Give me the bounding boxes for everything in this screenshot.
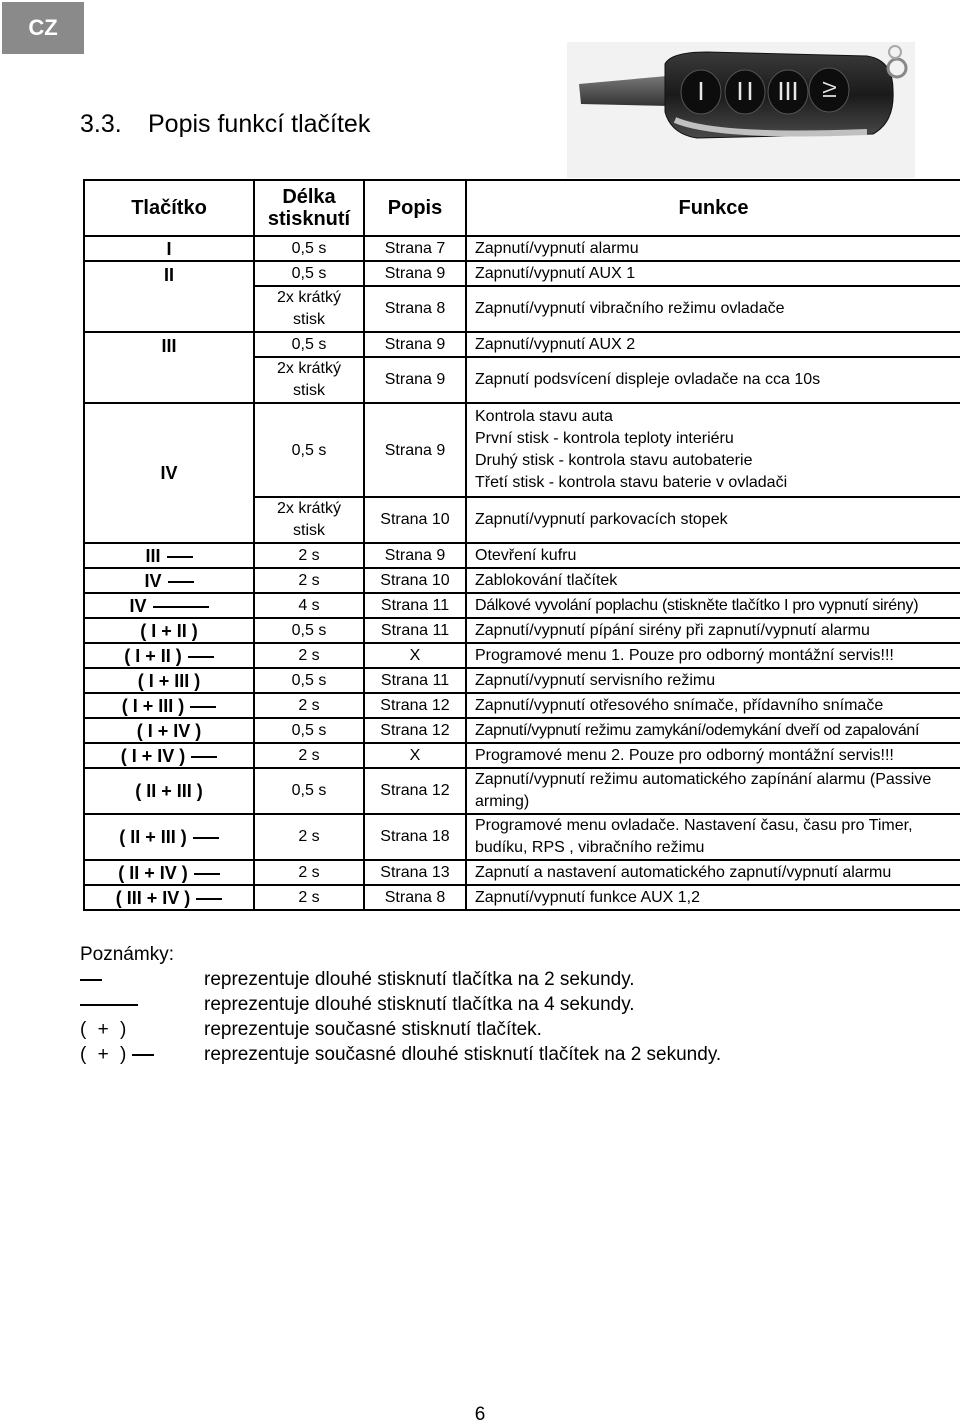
row-page: X [364, 643, 466, 668]
row-function: Zapnutí/vypnutí AUX 2 [466, 332, 960, 357]
note-text: reprezentuje současné dlouhé stisknutí tlačítek na 2 sekundy. [204, 1044, 722, 1065]
table-row [84, 693, 960, 718]
row-duration: 2 s [254, 693, 364, 718]
table-row [84, 885, 960, 910]
row-function: Dálkové vyvolání poplachu (stiskněte tlačítko I pro vypnutí sirény) [466, 593, 960, 618]
function-line: Třetí stisk - kontrola stavu baterie v ovladači [475, 474, 788, 491]
button-label: IV [129, 595, 147, 616]
row-page: Strana 8 [364, 885, 466, 910]
row-button: III [84, 332, 254, 403]
table-row [84, 332, 960, 357]
header-description: Popis [364, 180, 466, 236]
header-duration: Délka stisknutí [254, 180, 364, 236]
long-press-4s-mark [153, 606, 209, 608]
button-label: ( I + III ) [121, 695, 185, 716]
row-duration: 0,5 s [254, 618, 364, 643]
button-functions-table [83, 179, 960, 911]
button-label: ( I + II ) [124, 645, 182, 666]
table-header-row [84, 180, 960, 236]
function-line: Kontrola stavu auta [475, 408, 613, 425]
row-function: Zapnutí/vypnutí režimu zamykání/odemykání dveří od zapalování [466, 718, 960, 743]
function-line: První stisk - kontrola teploty interiéru [475, 430, 734, 447]
row-function: Zapnutí/vypnutí alarmu [466, 236, 960, 261]
row-function: Zablokování tlačítek [466, 568, 960, 593]
row-duration: 0,5 s [254, 236, 364, 261]
row-button [84, 814, 254, 860]
row-duration: 0,5 s [254, 668, 364, 693]
long-press-2s-mark [168, 581, 194, 583]
row-function: Zapnutí/vypnutí otřesového snímače, přídavního snímače [466, 693, 960, 718]
simultaneous-long-press-symbol [80, 1042, 200, 1067]
function-line: Druhý stisk - kontrola stavu autobaterie [475, 452, 753, 469]
row-button [84, 885, 254, 910]
button-label: ( III + IV ) [115, 887, 191, 908]
row-page: Strana 12 [364, 718, 466, 743]
button-label: ( II + IV ) [118, 862, 188, 883]
row-duration: 2x krátký stisk [254, 497, 364, 543]
note-item [80, 1017, 542, 1042]
note-text: reprezentuje dlouhé stisknutí tlačítka na 2 sekundy. [204, 969, 635, 990]
long-press-2s-mark [191, 756, 217, 758]
row-page: Strana 9 [364, 403, 466, 497]
row-page: Strana 10 [364, 568, 466, 593]
note-text: reprezentuje dlouhé stisknutí tlačítka na 4 sekundy. [204, 994, 635, 1015]
row-page: Strana 9 [364, 357, 466, 403]
row-duration: 2 s [254, 885, 364, 910]
header-function: Funkce [466, 180, 960, 236]
remote-control-image [567, 42, 915, 178]
row-function: Zapnutí/vypnutí funkce AUX 1,2 [466, 885, 960, 910]
long-press-2s-symbol [80, 967, 200, 992]
row-duration: 0,5 s [254, 718, 364, 743]
table-row [84, 643, 960, 668]
table-row [84, 593, 960, 618]
row-page: Strana 7 [364, 236, 466, 261]
row-button [84, 543, 254, 568]
row-button: ( I + IV ) [84, 718, 254, 743]
table-row [84, 543, 960, 568]
table-row [84, 618, 960, 643]
table-row [84, 718, 960, 743]
row-duration: 2 s [254, 814, 364, 860]
language-badge: CZ [2, 2, 84, 54]
table-row [84, 568, 960, 593]
long-press-2s-mark [167, 556, 193, 558]
row-function: Otevření kufru [466, 543, 960, 568]
row-function: Zapnutí/vypnutí režimu automatického zapínání alarmu (Passive arming) [466, 768, 960, 814]
row-button [84, 593, 254, 618]
note-item [80, 1042, 722, 1067]
simultaneous-press-symbol: ( + ) [80, 1019, 127, 1040]
row-page: Strana 8 [364, 286, 466, 332]
table-row [84, 261, 960, 286]
button-label: III [145, 545, 161, 566]
button-label: ( II + III ) [119, 827, 187, 847]
row-function: Zapnutí/vypnutí servisního režimu [466, 668, 960, 693]
row-duration: 2 s [254, 860, 364, 885]
row-button: ( I + II ) [84, 618, 254, 643]
symbol-label: ( + ) [80, 1044, 127, 1065]
row-button [84, 743, 254, 768]
table-row [84, 768, 960, 814]
row-button: II [84, 261, 254, 332]
row-page: Strana 18 [364, 814, 466, 860]
long-press-2s-mark [194, 873, 220, 875]
row-button [84, 643, 254, 668]
row-duration: 0,5 s [254, 261, 364, 286]
table-row [84, 403, 960, 497]
long-press-2s-mark [188, 656, 214, 658]
row-duration: 0,5 s [254, 768, 364, 814]
row-button: IV [84, 403, 254, 543]
row-duration: 2 s [254, 543, 364, 568]
row-duration: 2 s [254, 743, 364, 768]
row-function: Zapnutí/vypnutí pípání sirény při zapnutí/vypnutí alarmu [466, 618, 960, 643]
table-row [84, 814, 960, 860]
row-button [84, 568, 254, 593]
row-page: Strana 11 [364, 618, 466, 643]
row-page: X [364, 743, 466, 768]
table-row [84, 743, 960, 768]
row-button [84, 860, 254, 885]
header-button: Tlačítko [84, 180, 254, 236]
row-button: ( I + III ) [84, 668, 254, 693]
row-page: Strana 9 [364, 543, 466, 568]
row-page: Strana 12 [364, 768, 466, 814]
row-page: Strana 11 [364, 668, 466, 693]
table-row [84, 668, 960, 693]
section-number: 3.3. [80, 110, 122, 138]
row-function: Zapnutí/vypnutí vibračního režimu ovladače [466, 286, 960, 332]
row-duration: 0,5 s [254, 332, 364, 357]
row-button [84, 693, 254, 718]
row-button: ( II + III ) [84, 768, 254, 814]
row-page: Strana 9 [364, 261, 466, 286]
row-page: Strana 11 [364, 593, 466, 618]
row-duration: 4 s [254, 593, 364, 618]
button-label: IV [144, 570, 162, 591]
note-item [80, 967, 635, 992]
note-item [80, 992, 635, 1017]
row-function: Programové menu ovladače. Nastavení času, času pro Timer, budíku, RPS , vibračního režimu [466, 814, 960, 860]
long-press-2s-mark [196, 898, 222, 900]
long-press-2s-mark [190, 706, 216, 708]
table-row [84, 860, 960, 885]
notes-title: Poznámky: [80, 944, 174, 965]
long-press-2s-mark [193, 837, 219, 839]
row-page: Strana 12 [364, 693, 466, 718]
row-page: Strana 13 [364, 860, 466, 885]
row-function: Zapnutí a nastavení automatického zapnutí/vypnutí alarmu [466, 860, 960, 885]
row-function: Programové menu 1. Pouze pro odborný montážní servis!!! [466, 643, 960, 668]
row-function: Zapnutí/vypnutí AUX 1 [466, 261, 960, 286]
row-button: I [84, 236, 254, 261]
row-function: Programové menu 2. Pouze pro odborný montážní servis!!! [466, 743, 960, 768]
row-function: Zapnutí podsvícení displeje ovladače na cca 10s [466, 357, 960, 403]
row-function: Zapnutí/vypnutí parkovacích stopek [466, 497, 960, 543]
row-page: Strana 9 [364, 332, 466, 357]
page-number: 6 [474, 1404, 486, 1425]
row-page: Strana 10 [364, 497, 466, 543]
button-label: ( I + IV ) [120, 745, 186, 766]
long-press-4s-symbol [80, 992, 200, 1017]
row-duration: 0,5 s [254, 403, 364, 497]
section-heading [80, 110, 370, 139]
svg-text:IV: IV [820, 81, 840, 99]
note-text: reprezentuje současné stisknutí tlačítek. [204, 1019, 542, 1040]
row-duration: 2 s [254, 643, 364, 668]
row-function [466, 403, 960, 497]
row-duration: 2 s [254, 568, 364, 593]
notes-section [80, 942, 722, 1067]
table-row [84, 236, 960, 261]
section-title: Popis funkcí tlačítek [148, 110, 371, 138]
row-duration: 2x krátký stisk [254, 286, 364, 332]
row-duration: 2x krátký stisk [254, 357, 364, 403]
